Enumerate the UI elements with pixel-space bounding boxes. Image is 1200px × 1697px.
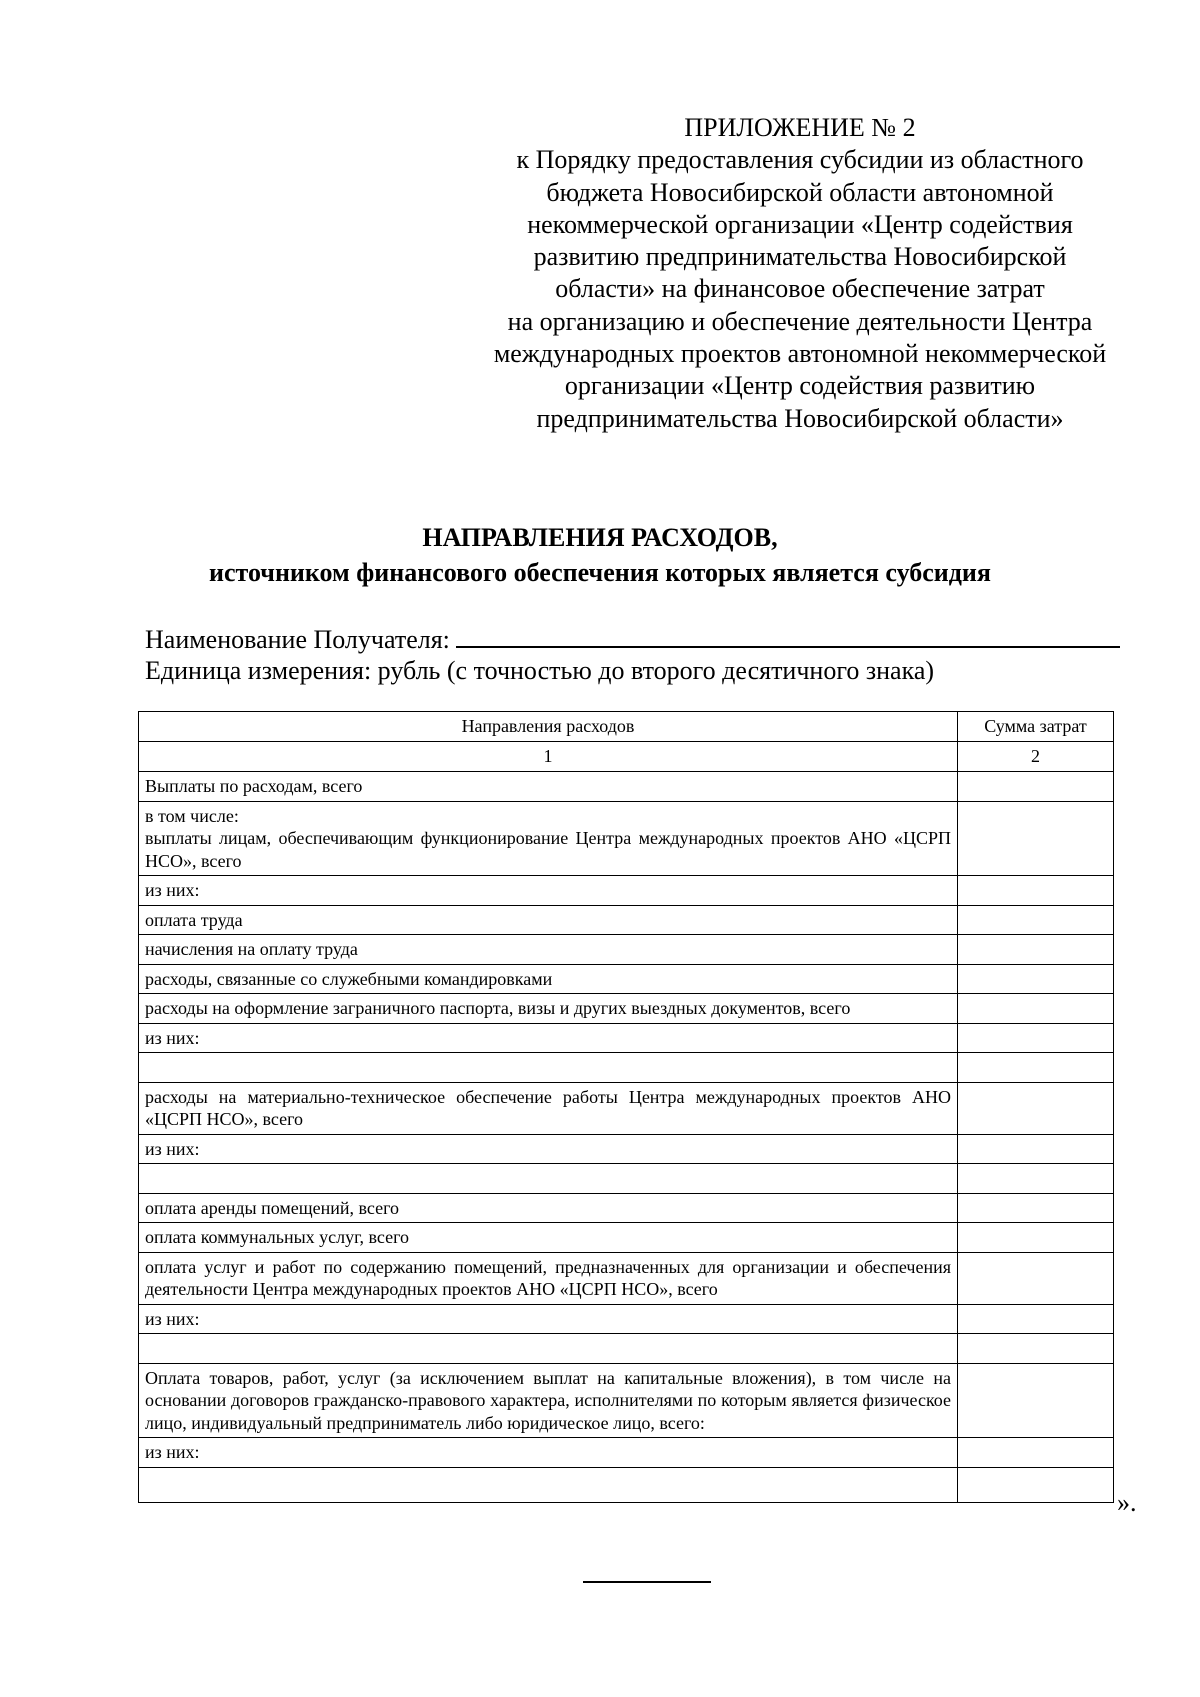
table-row [139,964,1114,994]
units-label: Единица измерения: рубль (с точностью до второго десятичного знака) [145,656,935,685]
expense-direction-text: начисления на оплату труда [145,939,358,959]
expense-sum-cell[interactable] [958,1334,1114,1364]
recipient-label: Наименование Получателя: [145,625,450,654]
expense-direction-text: оплата аренды помещений, всего [145,1197,400,1218]
expense-sum-cell[interactable] [958,1252,1114,1304]
expense-direction-cell [139,1334,958,1364]
table-row [139,1193,1114,1223]
appendix-line: области» на финансовое обеспечение затрат [555,274,1045,304]
expense-direction-cell [139,1164,958,1194]
expenses-table [138,711,1114,1503]
expense-direction-cell [139,1438,958,1468]
expense-direction-cell [139,801,958,876]
table-row [139,1053,1114,1083]
appendix-title: ПРИЛОЖЕНИЕ № 2 [684,113,916,142]
expense-direction-text: выплаты лицам, обеспечивающим функционирование Центра международных проектов АНО «ЦСРП НСО», всего [145,828,951,871]
appendix-line: предпринимательства Новосибирской области» [536,403,1064,433]
expense-direction-text: из них: [145,1308,200,1329]
expense-direction-cell [139,905,958,935]
expense-sum-cell[interactable] [958,1438,1114,1468]
table-row [139,1363,1114,1438]
header-directions: Направления расходов [139,712,958,742]
appendix-line: международных проектов автономной некоммерческой [493,339,1107,369]
expense-direction-cell [139,1193,958,1223]
expense-direction-text: из них: [145,1027,200,1048]
expense-direction-cell [139,1363,958,1438]
appendix-line: развитию предпринимательства Новосибирской [533,242,1067,272]
table-row [139,1082,1114,1134]
expense-sum-cell[interactable] [958,1304,1114,1334]
expense-sum-cell[interactable] [958,1082,1114,1134]
column-number: 2 [958,742,1114,772]
expense-direction-text: оплата труда [145,909,243,930]
table-row [139,1164,1114,1194]
expense-sum-cell[interactable] [958,1223,1114,1253]
document-title [100,520,1100,590]
end-separator-line [583,1581,711,1583]
table-row [139,1023,1114,1053]
expense-direction-cell [139,1252,958,1304]
title-subtitle: источником финансового обеспечения которых является субсидия [209,558,991,587]
expense-direction-cell [139,1223,958,1253]
expense-direction-text: оплата услуг и работ по содержанию помещений, предназначенных для организации и обеспечения деятельности Центра международных проектов АНО «ЦСРП НСО», всего [145,1256,951,1299]
expense-direction-text [145,1471,951,1494]
expense-sum-cell[interactable] [958,1053,1114,1083]
expense-sum-cell[interactable] [958,1467,1114,1502]
appendix-line: на организацию и обеспечение деятельности Центра [507,306,1093,336]
expense-sum-cell[interactable] [958,1164,1114,1194]
appendix-line: организации «Центр содействия развитию [564,371,1036,401]
expense-sum-cell[interactable] [958,964,1114,994]
expense-direction-text: расходы на материально-техническое обеспечение работы Центра международных проектов АНО «ЦСРП НСО», всего [145,1086,951,1129]
table-row [139,935,1114,965]
expense-direction-text: в том числе: [145,805,239,826]
table-row [139,1223,1114,1253]
expense-sum-cell[interactable] [958,1193,1114,1223]
expense-direction-cell [139,964,958,994]
expense-direction-cell [139,935,958,965]
expense-direction-text [145,1167,951,1190]
table-body [139,772,1114,1503]
expense-direction-cell [139,876,958,906]
table-row [139,801,1114,876]
expense-direction-text: расходы, связанные со служебными командировками [145,968,553,989]
expense-direction-cell [139,1467,958,1502]
expense-direction-text: Выплаты по расходам, всего [145,776,363,796]
appendix-line: к Порядку предоставления субсидии из областного [516,145,1084,175]
recipient-blank-line[interactable] [456,620,1120,648]
recipient-field [145,620,1120,657]
expense-direction-text [145,1337,951,1360]
expense-direction-cell [139,994,958,1024]
title-main: НАПРАВЛЕНИЯ РАСХОДОВ, [422,523,778,552]
closing-quote-mark: ». [1117,1488,1137,1517]
table-row [139,994,1114,1024]
expense-sum-cell[interactable] [958,935,1114,965]
table-row [139,1134,1114,1164]
expense-sum-cell[interactable] [958,905,1114,935]
table-header-row [139,712,1114,742]
expense-direction-text: оплата коммунальных услуг, всего [145,1227,410,1247]
expense-sum-cell[interactable] [958,994,1114,1024]
expense-sum-cell[interactable] [958,1023,1114,1053]
expense-direction-text: из них: [145,1138,200,1159]
table-row [139,876,1114,906]
table-column-numbers-row [139,742,1114,772]
expense-sum-cell[interactable] [958,1363,1114,1438]
expense-direction-cell [139,772,958,802]
expense-sum-cell[interactable] [958,876,1114,906]
expense-direction-cell [139,1134,958,1164]
expense-direction-cell [139,1082,958,1134]
table-row [139,1252,1114,1304]
table-row [139,772,1114,802]
expense-direction-text [145,1056,951,1079]
column-number: 1 [139,742,958,772]
expense-direction-text: из них: [145,1442,200,1462]
expense-direction-text: из них: [145,880,200,900]
expense-direction-text: расходы на оформление заграничного паспорта, визы и других выездных документов, всего [145,998,851,1018]
appendix-line: некоммерческой организации «Центр содействия [527,209,1073,239]
expense-sum-cell[interactable] [958,1134,1114,1164]
table-row [139,1467,1114,1502]
appendix-line: бюджета Новосибирской области автономной [546,177,1054,207]
table-row [139,905,1114,935]
table-row [139,1334,1114,1364]
expense-direction-cell [139,1304,958,1334]
expense-sum-cell[interactable] [958,772,1114,802]
header-sum: Сумма затрат [958,712,1114,742]
expense-direction-cell [139,1053,958,1083]
expense-direction-text: Оплата товаров, работ, услуг (за исключением выплат на капитальные вложения), в том числе на основании договоров гражданско-правового характера, исполнителями по которым является физическое лицо, индивидуальный предприниматель либо юридическое лицо, всего: [145,1367,951,1433]
expense-direction-cell [139,1023,958,1053]
appendix-header [460,112,1140,435]
expense-sum-cell[interactable] [958,801,1114,876]
table-row [139,1304,1114,1334]
table-row [139,1438,1114,1468]
